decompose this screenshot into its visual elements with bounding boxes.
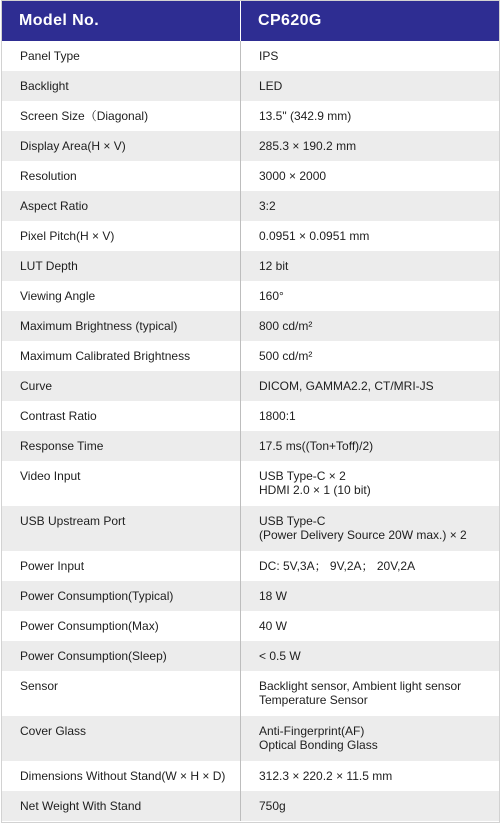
spec-value <box>241 341 499 371</box>
table-row <box>2 431 499 461</box>
header-model-value: CP620G <box>258 12 322 29</box>
table-row <box>2 101 499 131</box>
spec-label: Screen Size（Diagonal) <box>2 101 241 131</box>
spec-value <box>241 431 499 461</box>
spec-value <box>241 101 499 131</box>
spec-value <box>241 641 499 671</box>
table-row <box>2 671 499 716</box>
spec-value-line: 750g <box>259 799 286 813</box>
table-row <box>2 41 499 71</box>
table-row <box>2 401 499 431</box>
spec-label: Maximum Calibrated Brightness <box>2 341 241 371</box>
table-row <box>2 221 499 251</box>
spec-value-line: 285.3 × 190.2 mm <box>259 139 357 153</box>
spec-value <box>241 281 499 311</box>
table-body <box>2 41 499 821</box>
spec-value-line: 160° <box>259 289 284 303</box>
spec-label: Power Consumption(Typical) <box>2 581 241 611</box>
table-row <box>2 791 499 821</box>
spec-label: USB Upstream Port <box>2 506 241 551</box>
spec-value <box>241 506 499 551</box>
spec-value <box>241 191 499 221</box>
spec-value-line: HDMI 2.0 × 1 (10 bit) <box>259 483 371 497</box>
spec-label: Response Time <box>2 431 241 461</box>
spec-label: Power Consumption(Max) <box>2 611 241 641</box>
spec-value-line: 3000 × 2000 <box>259 169 327 183</box>
spec-value <box>241 221 499 251</box>
spec-value <box>241 401 499 431</box>
spec-label: LUT Depth <box>2 251 241 281</box>
spec-value <box>241 581 499 611</box>
spec-value-line: (Power Delivery Source 20W max.) × 2 <box>259 528 467 542</box>
spec-label: Aspect Ratio <box>2 191 241 221</box>
table-header <box>2 1 499 41</box>
table-row <box>2 716 499 761</box>
spec-value <box>241 131 499 161</box>
spec-label: Video Input <box>2 461 241 506</box>
spec-value-line: 800 cd/m² <box>259 319 313 333</box>
header-model-label: Model No. <box>2 1 241 41</box>
table-row <box>2 191 499 221</box>
spec-value <box>241 251 499 281</box>
spec-value-line: DC: 5V,3A； 9V,2A； 20V,2A <box>259 559 416 573</box>
spec-label: Cover Glass <box>2 716 241 761</box>
spec-value <box>241 311 499 341</box>
spec-value-line: 40 W <box>259 619 288 633</box>
spec-value-line: 18 W <box>259 589 288 603</box>
spec-value-line: 3:2 <box>259 199 276 213</box>
spec-value-line: Optical Bonding Glass <box>259 738 378 752</box>
spec-label: Backlight <box>2 71 241 101</box>
spec-value-line: Backlight sensor, Ambient light sensor <box>259 679 462 693</box>
spec-label: Viewing Angle <box>2 281 241 311</box>
spec-label: Curve <box>2 371 241 401</box>
spec-value-line: IPS <box>259 49 279 63</box>
spec-value <box>241 371 499 401</box>
spec-value-line: LED <box>259 79 283 93</box>
spec-value <box>241 791 499 821</box>
spec-label: Display Area(H × V) <box>2 131 241 161</box>
spec-label: Contrast Ratio <box>2 401 241 431</box>
table-row <box>2 461 499 506</box>
table-row <box>2 251 499 281</box>
table-row <box>2 341 499 371</box>
spec-label: Net Weight With Stand <box>2 791 241 821</box>
spec-value-line: 312.3 × 220.2 × 11.5 mm <box>259 769 393 783</box>
spec-value-line: 13.5" (342.9 mm) <box>259 109 352 123</box>
table-row <box>2 761 499 791</box>
table-row <box>2 506 499 551</box>
table-row <box>2 131 499 161</box>
spec-label: Pixel Pitch(H × V) <box>2 221 241 251</box>
table-row <box>2 551 499 581</box>
spec-value-line: < 0.5 W <box>259 649 301 663</box>
spec-label: Panel Type <box>2 41 241 71</box>
spec-value-line: Temperature Sensor <box>259 693 368 707</box>
spec-label: Sensor <box>2 671 241 716</box>
spec-value <box>241 716 499 761</box>
spec-value <box>241 41 499 71</box>
spec-value <box>241 761 499 791</box>
table-row <box>2 161 499 191</box>
spec-value-line: 12 bit <box>259 259 289 273</box>
spec-value-line: 500 cd/m² <box>259 349 313 363</box>
table-row <box>2 281 499 311</box>
spec-label: Maximum Brightness (typical) <box>2 311 241 341</box>
spec-value-line: 0.0951 × 0.0951 mm <box>259 229 370 243</box>
table-row <box>2 641 499 671</box>
spec-value <box>241 161 499 191</box>
spec-table <box>1 0 500 823</box>
table-row <box>2 311 499 341</box>
spec-value <box>241 611 499 641</box>
table-row <box>2 581 499 611</box>
spec-value <box>241 461 499 506</box>
spec-value-line: DICOM, GAMMA2.2, CT/MRI-JS <box>259 379 434 393</box>
table-row <box>2 611 499 641</box>
spec-value-line: Anti-Fingerprint(AF) <box>259 724 365 738</box>
spec-value <box>241 671 499 716</box>
spec-value <box>241 71 499 101</box>
spec-value-line: USB Type-C <box>259 514 326 528</box>
spec-label: Power Input <box>2 551 241 581</box>
spec-label: Power Consumption(Sleep) <box>2 641 241 671</box>
table-row <box>2 371 499 401</box>
spec-value-line: 1800:1 <box>259 409 296 423</box>
spec-value <box>241 551 499 581</box>
spec-value-line: USB Type-C × 2 <box>259 469 346 483</box>
spec-label: Dimensions Without Stand(W × H × D) <box>2 761 241 791</box>
spec-value-line: 17.5 ms((Ton+Toff)/2) <box>259 439 374 453</box>
table-row <box>2 71 499 101</box>
spec-label: Resolution <box>2 161 241 191</box>
